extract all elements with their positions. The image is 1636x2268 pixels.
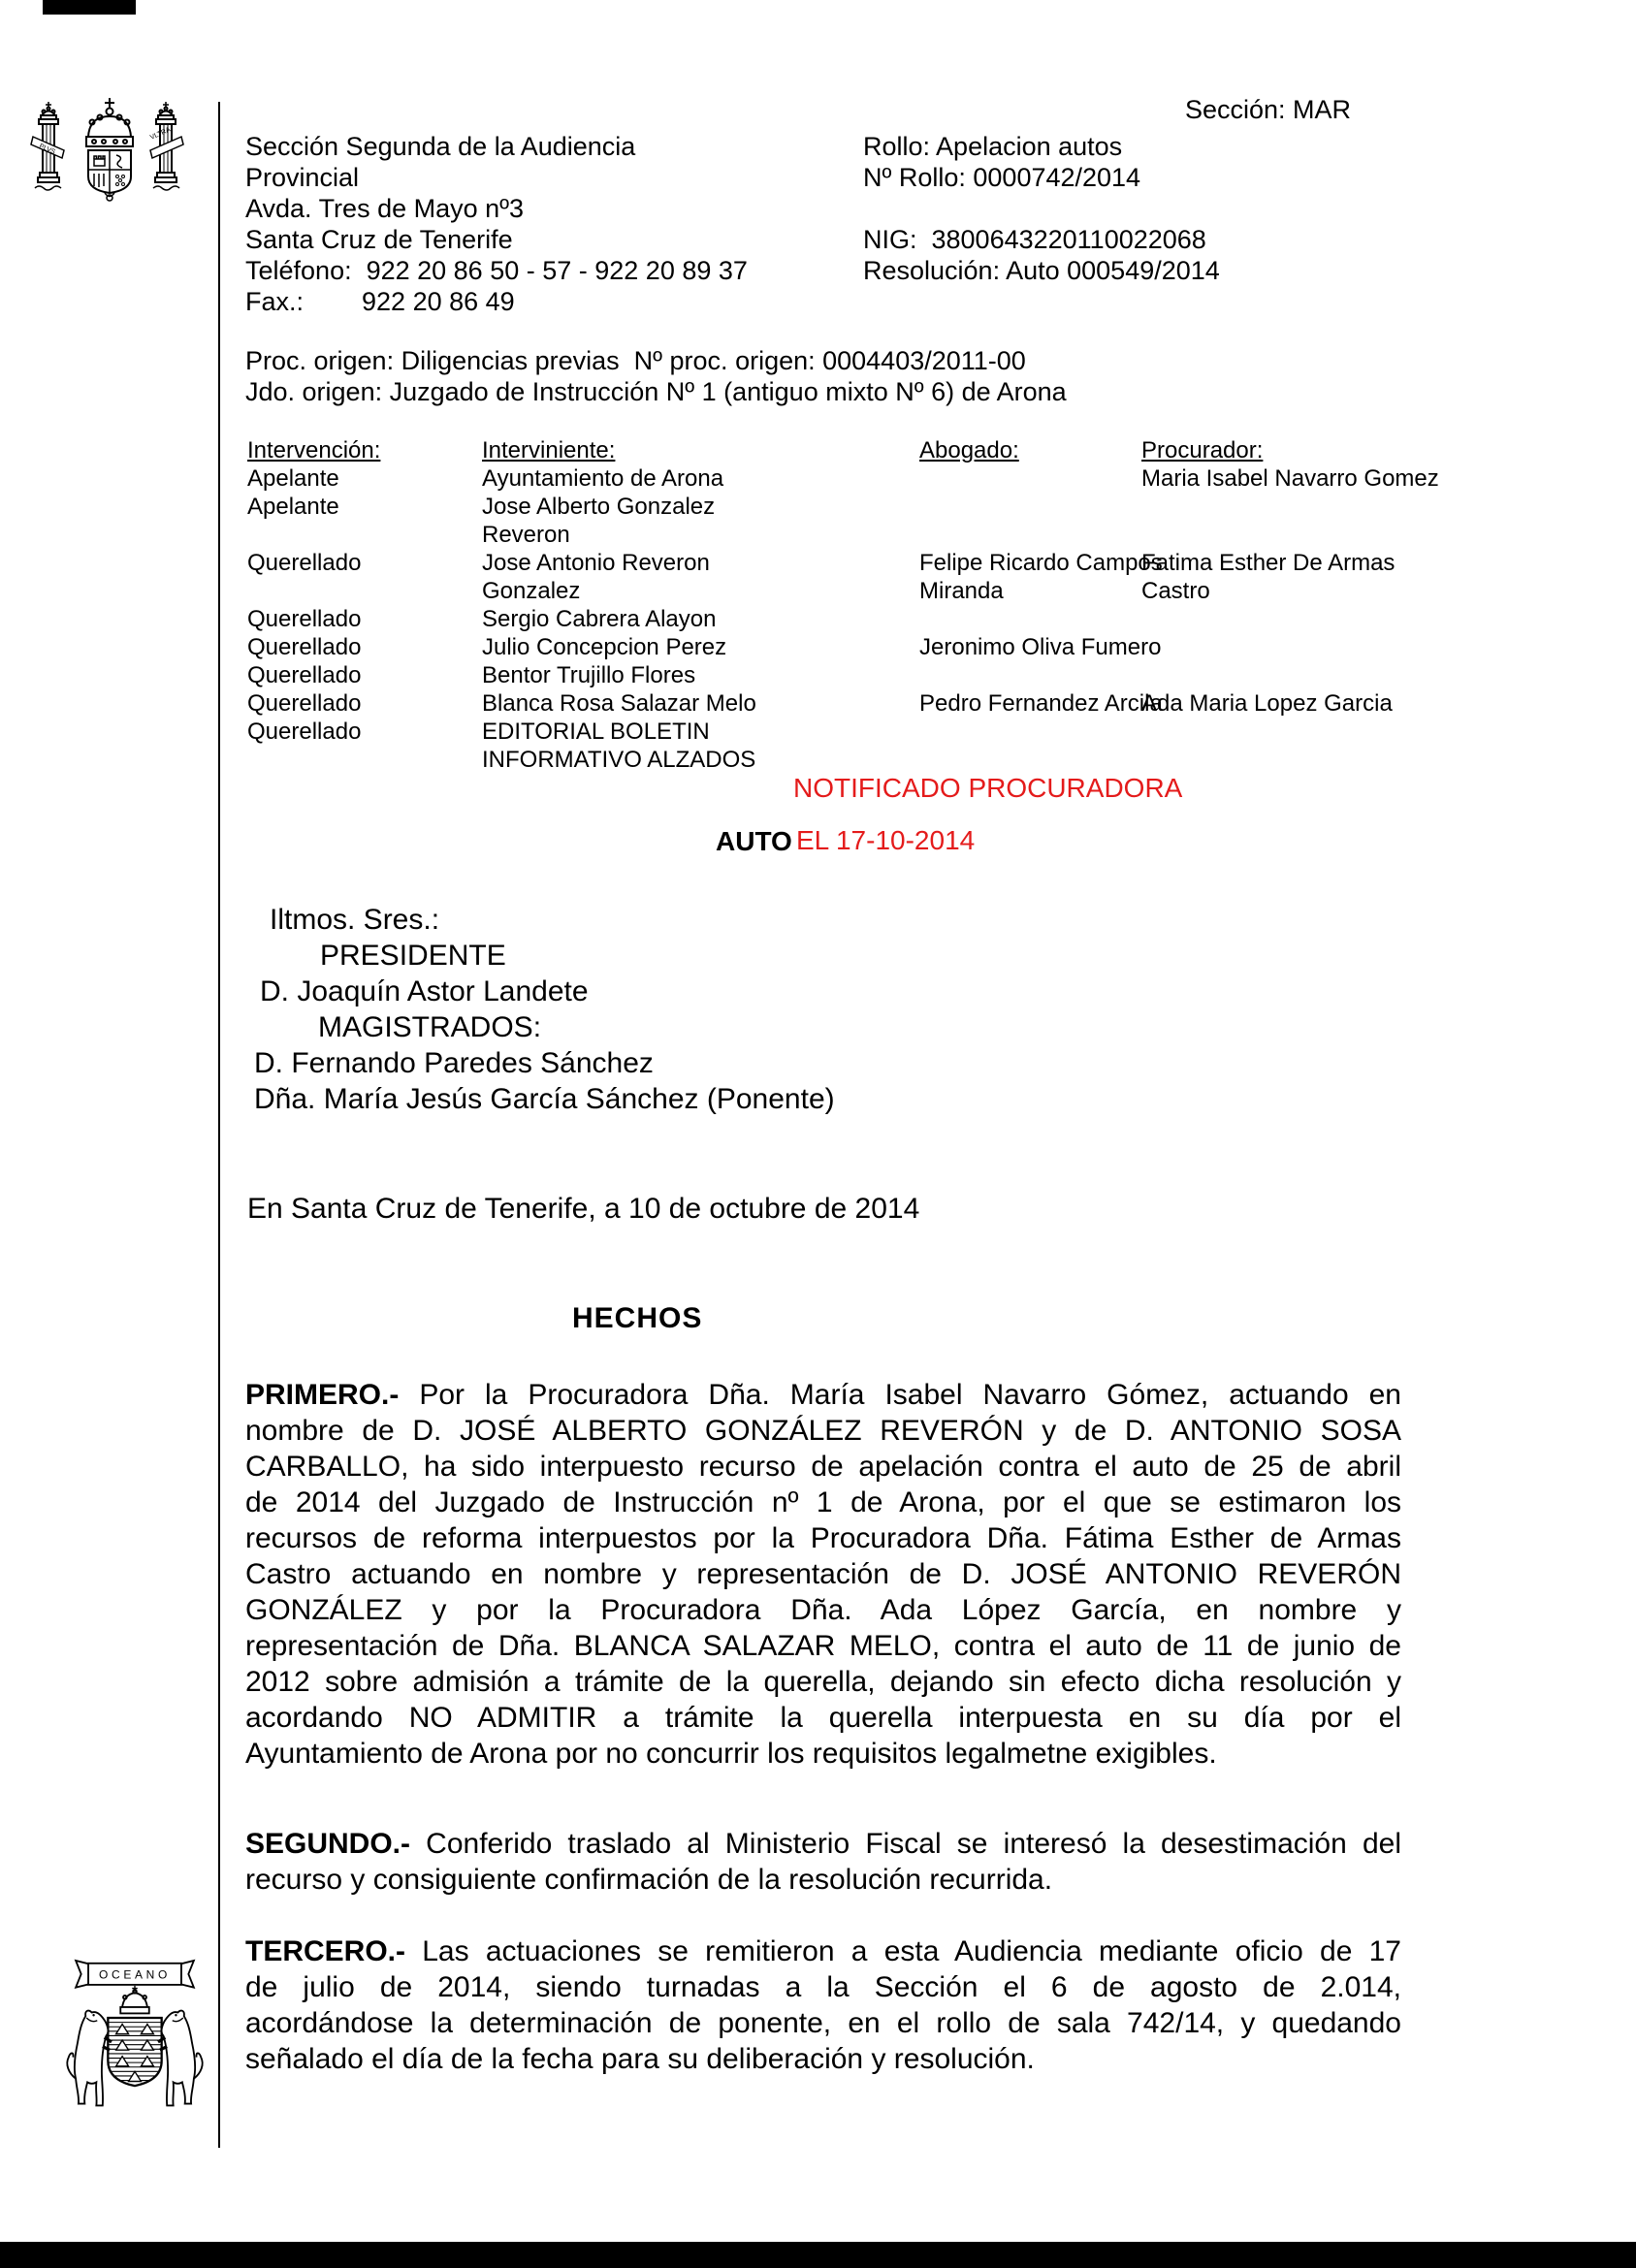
column-header: Intervención: <box>247 437 381 463</box>
parties-column-abogado <box>919 436 1163 774</box>
section-lead: SEGUNDO.- <box>245 1828 411 1860</box>
table-cell: Pedro Fernandez Arcila <box>919 690 1163 717</box>
text-line: NIG: 3800643220110022068 <box>863 225 1206 254</box>
table-cell: Apelante <box>247 494 339 520</box>
text-line: Resolución: Auto 000549/2014 <box>863 256 1220 285</box>
section-corner-label: Sección: MAR <box>1185 95 1352 124</box>
court-panel-line: Dña. María Jesús García Sánchez (Ponente) <box>254 1083 835 1115</box>
paragraph-line: 2012 sobre admisión a trámite de la querella, dejando sin efecto dicha resolución y <box>245 1666 1401 1698</box>
table-cell: Julio Concepcion Perez <box>482 634 727 660</box>
paragraph-line: de julio de 2014, siendo turnadas a la Sección el 6 de agosto de 2.014, <box>245 1971 1401 2003</box>
text-line: Rollo: Apelacion autos <box>863 132 1123 161</box>
text-line: Sección Segunda de la Audiencia <box>245 132 636 161</box>
oceano-banner-text: OCEANO <box>98 1967 172 1982</box>
table-cell: Querellado <box>247 606 362 632</box>
table-cell: Jose Antonio Reveron <box>482 550 710 576</box>
table-cell <box>919 746 1163 774</box>
table-cell: Jose Alberto Gonzalez <box>482 494 716 520</box>
island-triangles <box>116 2024 154 2081</box>
right-pillar-motto: VLTRA <box>148 126 172 142</box>
text-line: Santa Cruz de Tenerife <box>245 225 513 254</box>
court-panel-line: Iltmos. Sres.: <box>270 904 440 936</box>
table-cell: Miranda <box>919 578 1004 604</box>
paragraph-line: TERCERO.- Las actuaciones se remitieron a esta Audiencia mediante oficio de 17 <box>245 1935 1401 1967</box>
table-cell <box>1141 661 1439 689</box>
crown-cross <box>105 98 114 108</box>
paragraph-line: PRIMERO.- Por la Procuradora Dña. María Isabel Navarro Gómez, actuando en <box>245 1379 1401 1411</box>
table-cell: Fatima Esther De Armas <box>1141 550 1395 576</box>
table-cell: Maria Isabel Navarro Gomez <box>1141 465 1439 492</box>
paragraph-line: acordando NO ADMITIR a trámite la querella interpuesta en su día por el <box>245 1702 1401 1734</box>
column-header: Interviniente: <box>482 437 616 463</box>
text-line <box>863 193 1220 224</box>
table-cell <box>1141 718 1439 746</box>
text-line: Proc. origen: Diligencias previas Nº proc. origen: 0004403/2011-00 <box>245 346 1026 375</box>
right-dog-supporter <box>158 2011 203 2106</box>
paragraph-line: Ayuntamiento de Arona por no concurrir los requisitos legalmetne exigibles. <box>245 1738 1217 1770</box>
castle-quarter <box>94 156 105 166</box>
column-header: Abogado: <box>919 437 1019 463</box>
table-cell: Bentor Trujillo Flores <box>482 662 696 688</box>
table-cell <box>247 577 380 605</box>
table-cell: Blanca Rosa Salazar Melo <box>482 690 756 717</box>
section-segundo <box>245 1826 1401 1898</box>
table-cell: Querellado <box>247 690 362 717</box>
paragraph-line: SEGUNDO.- Conferido traslado al Ministerio Fiscal se interesó la desestimación del <box>245 1828 1401 1860</box>
table-cell <box>919 605 1163 633</box>
paragraph-line: representación de Dña. BLANCA SALAZAR MELO, contra el auto de 11 de junio de <box>245 1630 1401 1662</box>
table-cell: Gonzalez <box>482 578 581 604</box>
table-cell <box>919 718 1163 746</box>
court-panel-line: PRESIDENTE <box>320 940 506 972</box>
parties-column-intervencion <box>247 436 380 774</box>
parties-column-interviniente <box>482 436 756 774</box>
paragraph-line: de 2014 del Juzgado de Instrucción nº 1 de Arona, por el que se estimaron los <box>245 1486 1401 1518</box>
table-cell: INFORMATIVO ALZADOS <box>482 747 756 773</box>
chains-quarter <box>116 176 125 186</box>
margin-rule <box>218 102 220 2148</box>
table-cell: Sergio Cabrera Alayon <box>482 606 717 632</box>
text-line: Fax.: 922 20 86 49 <box>245 287 515 316</box>
text-line: Nº Rollo: 0000742/2014 <box>863 163 1141 192</box>
dateline: En Santa Cruz de Tenerife, a 10 de octubre de 2014 <box>247 1193 920 1225</box>
notified-stamp-line1: NOTIFICADO PROCURADORA <box>793 773 1183 803</box>
spain-coat-of-arms <box>27 92 187 247</box>
table-cell <box>919 464 1163 493</box>
table-cell: Reveron <box>482 522 570 548</box>
table-cell: Jeronimo Oliva Fumero <box>919 634 1162 660</box>
hechos-heading: HECHOS <box>572 1302 703 1334</box>
table-cell: Castro <box>1141 578 1210 604</box>
auto-title: AUTO <box>716 826 792 856</box>
section-lead: PRIMERO.- <box>245 1379 400 1411</box>
canary-coat-of-arms <box>54 1951 215 2131</box>
text-line: Teléfono: 922 20 86 50 - 57 - 922 20 89 37 <box>245 256 748 285</box>
table-cell <box>1141 633 1439 661</box>
table-cell: Querellado <box>247 550 362 576</box>
court-panel-line: D. Fernando Paredes Sánchez <box>254 1047 654 1079</box>
table-cell: Apelante <box>247 465 339 492</box>
table-cell <box>919 521 1163 549</box>
table-cell <box>247 521 380 549</box>
paragraph-line: CARBALLO, ha sido interpuesto recurso de apelación contra el auto de 25 de abril <box>245 1451 1401 1483</box>
paragraph-line: nombre de D. JOSÉ ALBERTO GONZÁLEZ REVERÓN y de D. ANTONIO SOSA <box>245 1415 1401 1447</box>
table-cell: Ada Maria Lopez Garcia <box>1141 690 1393 717</box>
text-line: Jdo. origen: Juzgado de Instrucción Nº 1 (antiguo mixto Nº 6) de Arona <box>245 377 1067 406</box>
left-pillar-motto: PLVS <box>38 143 56 156</box>
table-cell <box>919 661 1163 689</box>
table-cell: Querellado <box>247 662 362 688</box>
table-cell <box>1141 521 1439 549</box>
table-cell <box>1141 493 1439 521</box>
table-cell: EDITORIAL BOLETIN <box>482 719 710 745</box>
parties-column-procurador <box>1141 436 1439 774</box>
court-panel-line: MAGISTRADOS: <box>318 1011 542 1043</box>
section-lead: TERCERO.- <box>245 1935 405 1967</box>
text-line: Avda. Tres de Mayo nº3 <box>245 194 525 223</box>
case-reference-block <box>863 131 1220 286</box>
paragraph-line: recurso y consiguiente confirmación de la resolución recurrida. <box>245 1864 1053 1896</box>
bars-quarter <box>94 174 104 187</box>
table-cell: Querellado <box>247 719 362 745</box>
column-header: Procurador: <box>1141 437 1264 463</box>
scan-artifact-bar-top <box>43 0 136 15</box>
table-cell <box>247 746 380 774</box>
table-cell: Ayuntamiento de Arona <box>482 465 724 492</box>
table-cell <box>1141 746 1439 774</box>
court-panel-line: D. Joaquín Astor Landete <box>260 975 589 1007</box>
paragraph-line: señalado el día de la fecha para su deliberación y resolución. <box>245 2043 1035 2075</box>
scan-artifact-bar-bottom <box>0 2242 1636 2268</box>
table-cell <box>1141 605 1439 633</box>
paragraph-line: Castro actuando en nombre y representación de D. JOSÉ ANTONIO REVERÓN <box>245 1558 1401 1590</box>
left-dog-supporter <box>67 2011 112 2106</box>
table-cell: Querellado <box>247 634 362 660</box>
court-address-block <box>245 131 748 317</box>
paragraph-line: acordándose la determinación de ponente, en el rollo de sala 742/14, y quedando <box>245 2007 1401 2039</box>
origin-block <box>245 345 1067 407</box>
section-primero <box>245 1377 1401 1772</box>
lion-quarter <box>116 155 122 168</box>
text-line: Provincial <box>245 163 360 192</box>
paragraph-line: GONZÁLEZ y por la Procuradora Dña. Ada López García, en nombre y <box>245 1594 1401 1626</box>
notified-stamp-line2: EL 17-10-2014 <box>796 825 976 855</box>
paragraph-line: recursos de reforma interpuestos por la Procuradora Dña. Fátima Esther de Armas <box>245 1522 1401 1554</box>
canary-crown <box>120 1986 149 2014</box>
section-tercero <box>245 1933 1401 2077</box>
table-cell <box>919 493 1163 521</box>
table-cell: Felipe Ricardo Campos <box>919 550 1163 576</box>
